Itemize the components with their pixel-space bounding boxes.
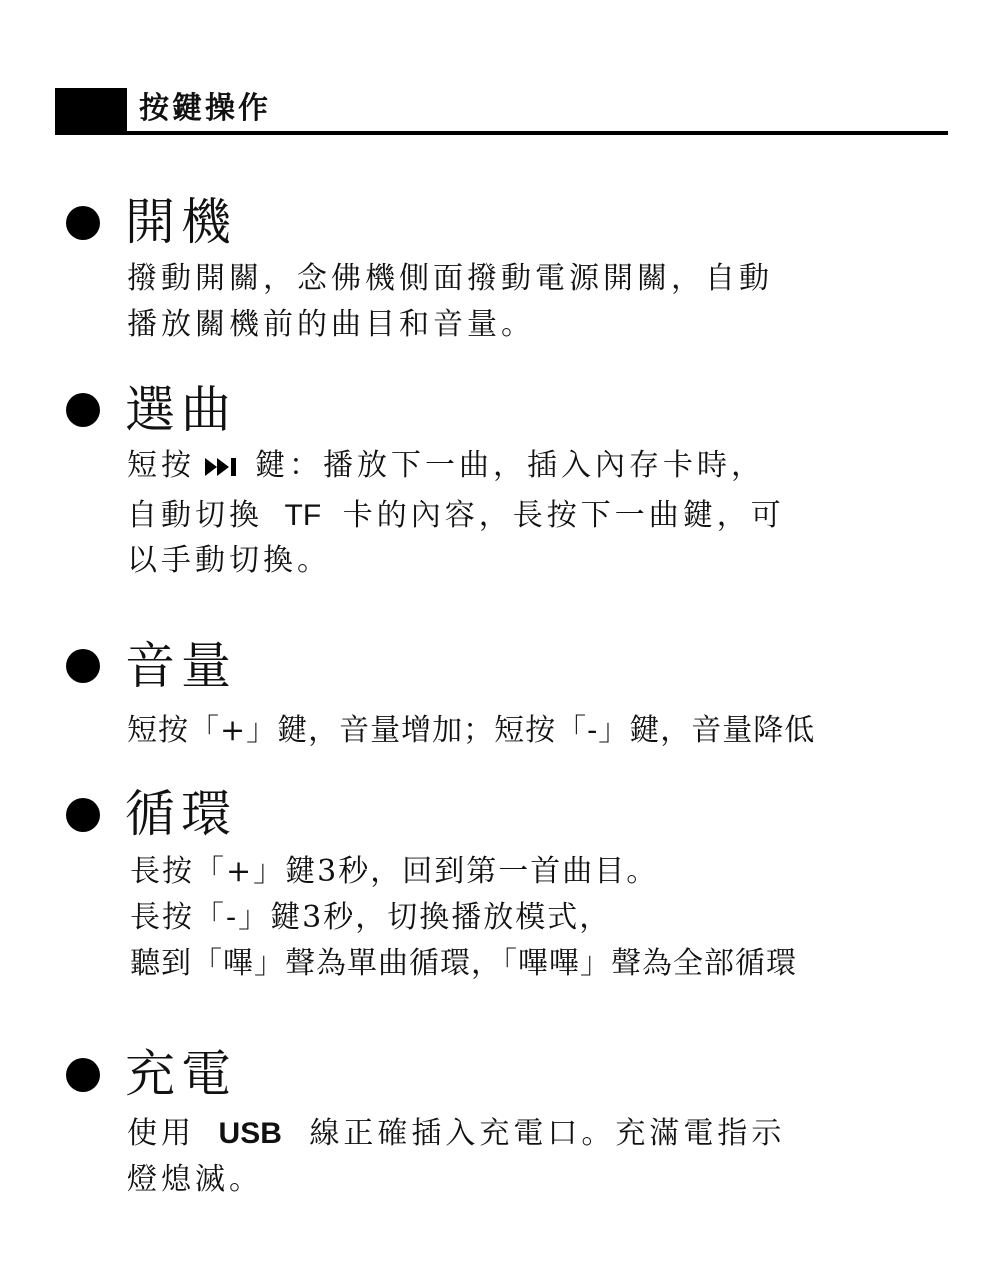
text-segment: 鍵：播放下一曲，插入內存卡時， [255, 448, 765, 483]
body-line: 撥動開關，念佛機側面撥動電源開關，自動 [127, 261, 773, 296]
body-line [127, 446, 765, 486]
tf-label: TF [284, 499, 322, 532]
text-segment: 短按 [127, 448, 195, 483]
section-header [55, 88, 948, 134]
header-black-block [55, 88, 127, 131]
section-title: 開機 [125, 193, 237, 251]
body-line: 燈熄滅。 [127, 1162, 263, 1197]
body-line: 長按「-」鍵3秒，切換播放模式， [130, 900, 612, 935]
text-segment: 使用 [127, 1116, 195, 1151]
bullet-icon [66, 798, 100, 832]
body-line: 短按「+」鍵，音量增加；短按「-」鍵，音量降低 [127, 713, 816, 748]
bullet-icon [66, 649, 100, 683]
body-line: 以手動切換。 [127, 543, 331, 578]
bullet-icon [66, 206, 100, 240]
body-line: 長按「+」鍵3秒，回到第一首曲目。 [130, 854, 659, 889]
body-line [127, 1114, 785, 1154]
section-title: 充電 [125, 1045, 237, 1103]
body-line: 播放關機前的曲目和音量。 [127, 307, 535, 342]
text-segment: 線正確插入充電口。充滿電指示 [309, 1116, 786, 1151]
section-title: 音量 [125, 637, 237, 695]
header-title: 按鍵操作 [139, 91, 271, 126]
body-line: 聽到「嗶」聲為單曲循環，「嗶嗶」聲為全部循環 [130, 946, 797, 981]
body-line [127, 496, 785, 536]
usb-label: USB [218, 1117, 282, 1150]
bullet-icon [66, 393, 100, 427]
text-segment: 卡的內容，長按下一曲鍵，可 [342, 498, 785, 533]
next-track-icon [205, 456, 241, 478]
section-title: 循環 [125, 785, 237, 843]
bullet-icon [66, 1058, 100, 1092]
section-title: 選曲 [125, 381, 237, 439]
header-rule [55, 131, 948, 135]
text-segment: 自動切換 [127, 498, 263, 533]
